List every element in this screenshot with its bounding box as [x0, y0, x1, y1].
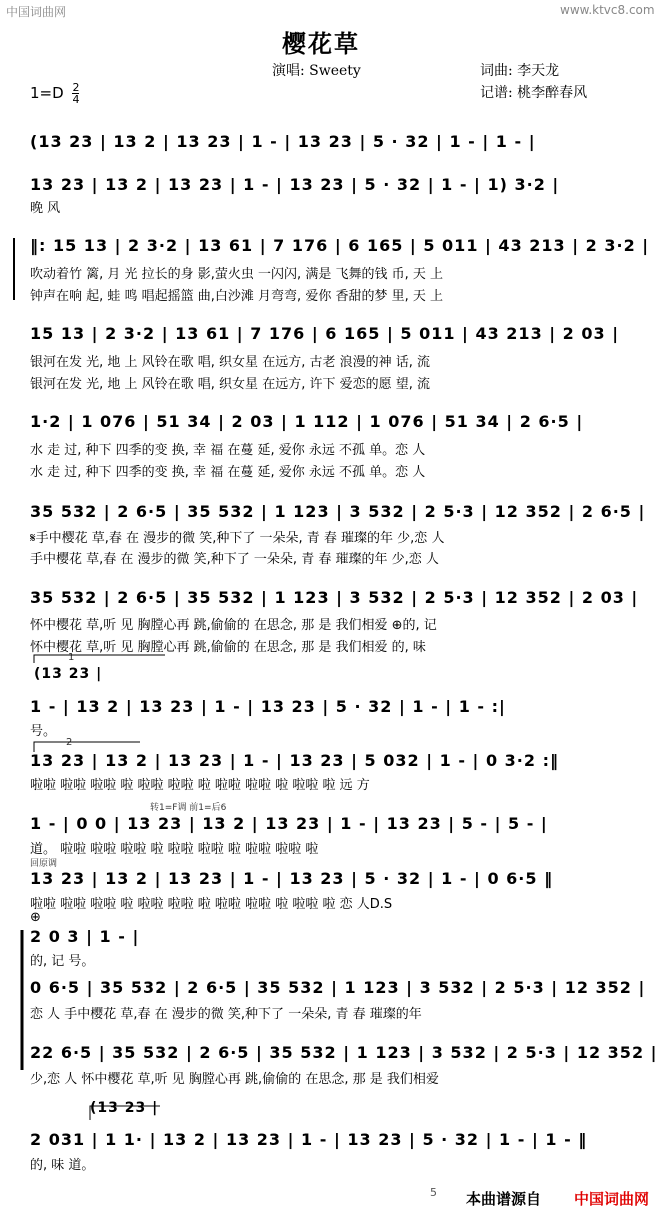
lyric-row-final: 的, 味 道。: [30, 1158, 95, 1173]
lyric-row-verse-1b: 钟声在响 起, 蛙 鸣 唱起摇篮 曲,白沙滩 月弯弯, 爱你 香甜的梦 里, 天 上: [30, 289, 443, 304]
melody-row-verse-3: 1·2 | 1 076 | 51 34 | 2 03 | 1 112 | 1 076 | 51 34 | 2 6·5 |: [30, 412, 584, 431]
lyric-row-verse-1a: 吹动着竹 篱, 月 光 拉长的身 影,萤火虫 一闪闪, 满是 飞舞的钱 币, 天 上: [30, 267, 443, 282]
song-title: 樱花草: [282, 30, 360, 58]
footer-site-name: 中国词曲网: [574, 1190, 650, 1208]
melody-row-intro-2: 13 23 | 13 2 | 13 23 | 1 - | 13 23 | 5 · 32 | 1 - | 1) 3·2 |: [30, 175, 560, 194]
coda-icon: ⊕: [30, 910, 41, 925]
lyric-row-ending-1: 号。: [30, 724, 57, 739]
melody-row-intro-1: (13 23 | 13 2 | 13 23 | 1 - | 13 23 | 5 · 32 | 1 - | 1 - |: [30, 132, 536, 151]
lyric-row-coda-2: 恋 人 手中樱花 草,春 在 漫步的微 笑,种下了 一朵朵, 青 春 璀璨的年: [30, 1007, 422, 1022]
singer: 演唱: Sweety: [272, 63, 361, 79]
transcriber: 记谱: 桃李醉春风: [480, 85, 588, 101]
watermark-left: 中国词曲网: [6, 5, 67, 19]
original-key-note: 回原调: [30, 859, 58, 869]
volta-2-number: 2: [66, 737, 73, 748]
volta-1-bracket: [34, 655, 165, 663]
melody-row-verse-2: 15 13 | 2 3·2 | 13 61 | 7 176 | 6 165 | 5 011 | 43 213 | 2 03 |: [30, 324, 620, 343]
lyric-row-verse-3b: 水 走 过, 种下 四季的变 换, 幸 福 在蔓 延, 爱你 永远 不孤 单。恋 人: [30, 465, 426, 480]
melody-row-bridge-1: 1 - | 0 0 | 13 23 | 13 2 | 13 23 | 1 - | 13 23 | 5 - | 5 - |: [30, 814, 548, 833]
ending-1-prefix: (13 23 |: [34, 666, 103, 682]
lyric-row-chorus-2b: 怀中樱花 草,听 见 胸膛心再 跳,偷偷的 在思念, 那 是 我们相爱 的, 味: [30, 640, 426, 655]
melody-row-coda-1: 2 0 3 | 1 - |: [30, 927, 140, 946]
volta-1-number: 1: [68, 652, 75, 663]
melody-row-ending-1: 1 - | 13 2 | 13 23 | 1 - | 13 23 | 5 · 32 | 1 - | 1 - :|: [30, 697, 506, 716]
melody-row-chorus-2: 35 532 | 2 6·5 | 35 532 | 1 123 | 3 532 | 2 5·3 | 12 352 | 2 03 |: [30, 588, 639, 607]
key-signature: [30, 82, 79, 105]
lyric-row-intro-2: 晚 风: [30, 201, 61, 216]
time-top: 2: [72, 81, 80, 94]
melody-row-chorus-1: 35 532 | 2 6·5 | 35 532 | 1 123 | 3 532 | 2 5·3 | 12 352 | 2 6·5 |: [30, 502, 646, 521]
time-bottom: 4: [72, 93, 80, 106]
lyric-row-ending-2: 啦啦 啦啦 啦啦 啦 啦啦 啦啦 啦 啦啦 啦啦 啦 啦啦 啦 远 方: [30, 778, 370, 793]
footer-source-label: 本曲谱源自: [466, 1190, 542, 1208]
melody-row-coda-2: 0 6·5 | 35 532 | 2 6·5 | 35 532 | 1 123 | 3 532 | 2 5·3 | 12 352 |: [30, 978, 646, 997]
modulation-note: 转1=F调 前1=后6: [150, 803, 227, 813]
time-signature: [72, 82, 79, 105]
lyric-row-verse-2b: 银河在发 光, 地 上 风铃在歌 唱, 织女星 在远方, 许下 爱恋的愿 望, 流: [30, 377, 430, 392]
lyric-row-bridge-1: 道。 啦啦 啦啦 啦啦 啦 啦啦 啦啦 啦 啦啦 啦啦 啦: [30, 842, 319, 857]
key-label: 1=D: [30, 84, 64, 102]
final-prefix: (13 23 |: [90, 1100, 159, 1116]
lyric-row-bridge-2: 啦啦 啦啦 啦啦 啦 啦啦 啦啦 啦 啦啦 啦啦 啦 啦啦 啦 恋 人D.S: [30, 897, 393, 912]
melody-row-ending-2: 13 23 | 13 2 | 13 23 | 1 - | 13 23 | 5 032 | 1 - | 0 3·2 :‖: [30, 751, 559, 770]
lyric-row-coda-1: 的, 记 号。: [30, 954, 95, 969]
lyric-row-coda-3: 少,恋 人 怀中樱花 草,听 见 胸膛心再 跳,偷偷的 在思念, 那 是 我们相爱: [30, 1072, 439, 1087]
watermark-right: www.ktvc8.com: [560, 3, 655, 17]
lyric-row-chorus-1b: 手中樱花 草,春 在 漫步的微 笑,种下了 一朵朵, 青 春 璀璨的年 少,恋 人: [30, 552, 439, 567]
melody-row-verse-1: ‖: 15 13 | 2 3·2 | 13 61 | 7 176 | 6 165 | 5 011 | 43 213 | 2 3·2 |: [30, 236, 650, 255]
melody-row-coda-3: 22 6·5 | 35 532 | 2 6·5 | 35 532 | 1 123 | 3 532 | 2 5·3 | 12 352 |: [30, 1043, 658, 1062]
lyric-row-verse-2a: 银河在发 光, 地 上 风铃在歌 唱, 织女星 在远方, 古老 浪漫的神 话, 流: [30, 355, 430, 370]
lyricist-composer: 词曲: 李天龙: [480, 63, 560, 79]
lyric-row-verse-3a: 水 走 过, 种下 四季的变 换, 幸 福 在蔓 延, 爱你 永远 不孤 单。恋 人: [30, 443, 426, 458]
lyric-row-chorus-1a: 𝄋手中樱花 草,春 在 漫步的微 笑,种下了 一朵朵, 青 春 璀璨的年 少,恋 人: [30, 531, 445, 546]
melody-row-final: 2 031 | 1 1· | 13 2 | 13 23 | 1 - | 13 23 | 5 · 32 | 1 - | 1 - ‖: [30, 1130, 588, 1149]
lyric-row-chorus-2a: 怀中樱花 草,听 见 胸膛心再 跳,偷偷的 在思念, 那 是 我们相爱 ⊕的, 记: [30, 618, 437, 633]
melody-row-bridge-2: 13 23 | 13 2 | 13 23 | 1 - | 13 23 | 5 · 32 | 1 - | 0 6·5 ‖: [30, 869, 554, 888]
page-number: 5: [430, 1186, 437, 1199]
